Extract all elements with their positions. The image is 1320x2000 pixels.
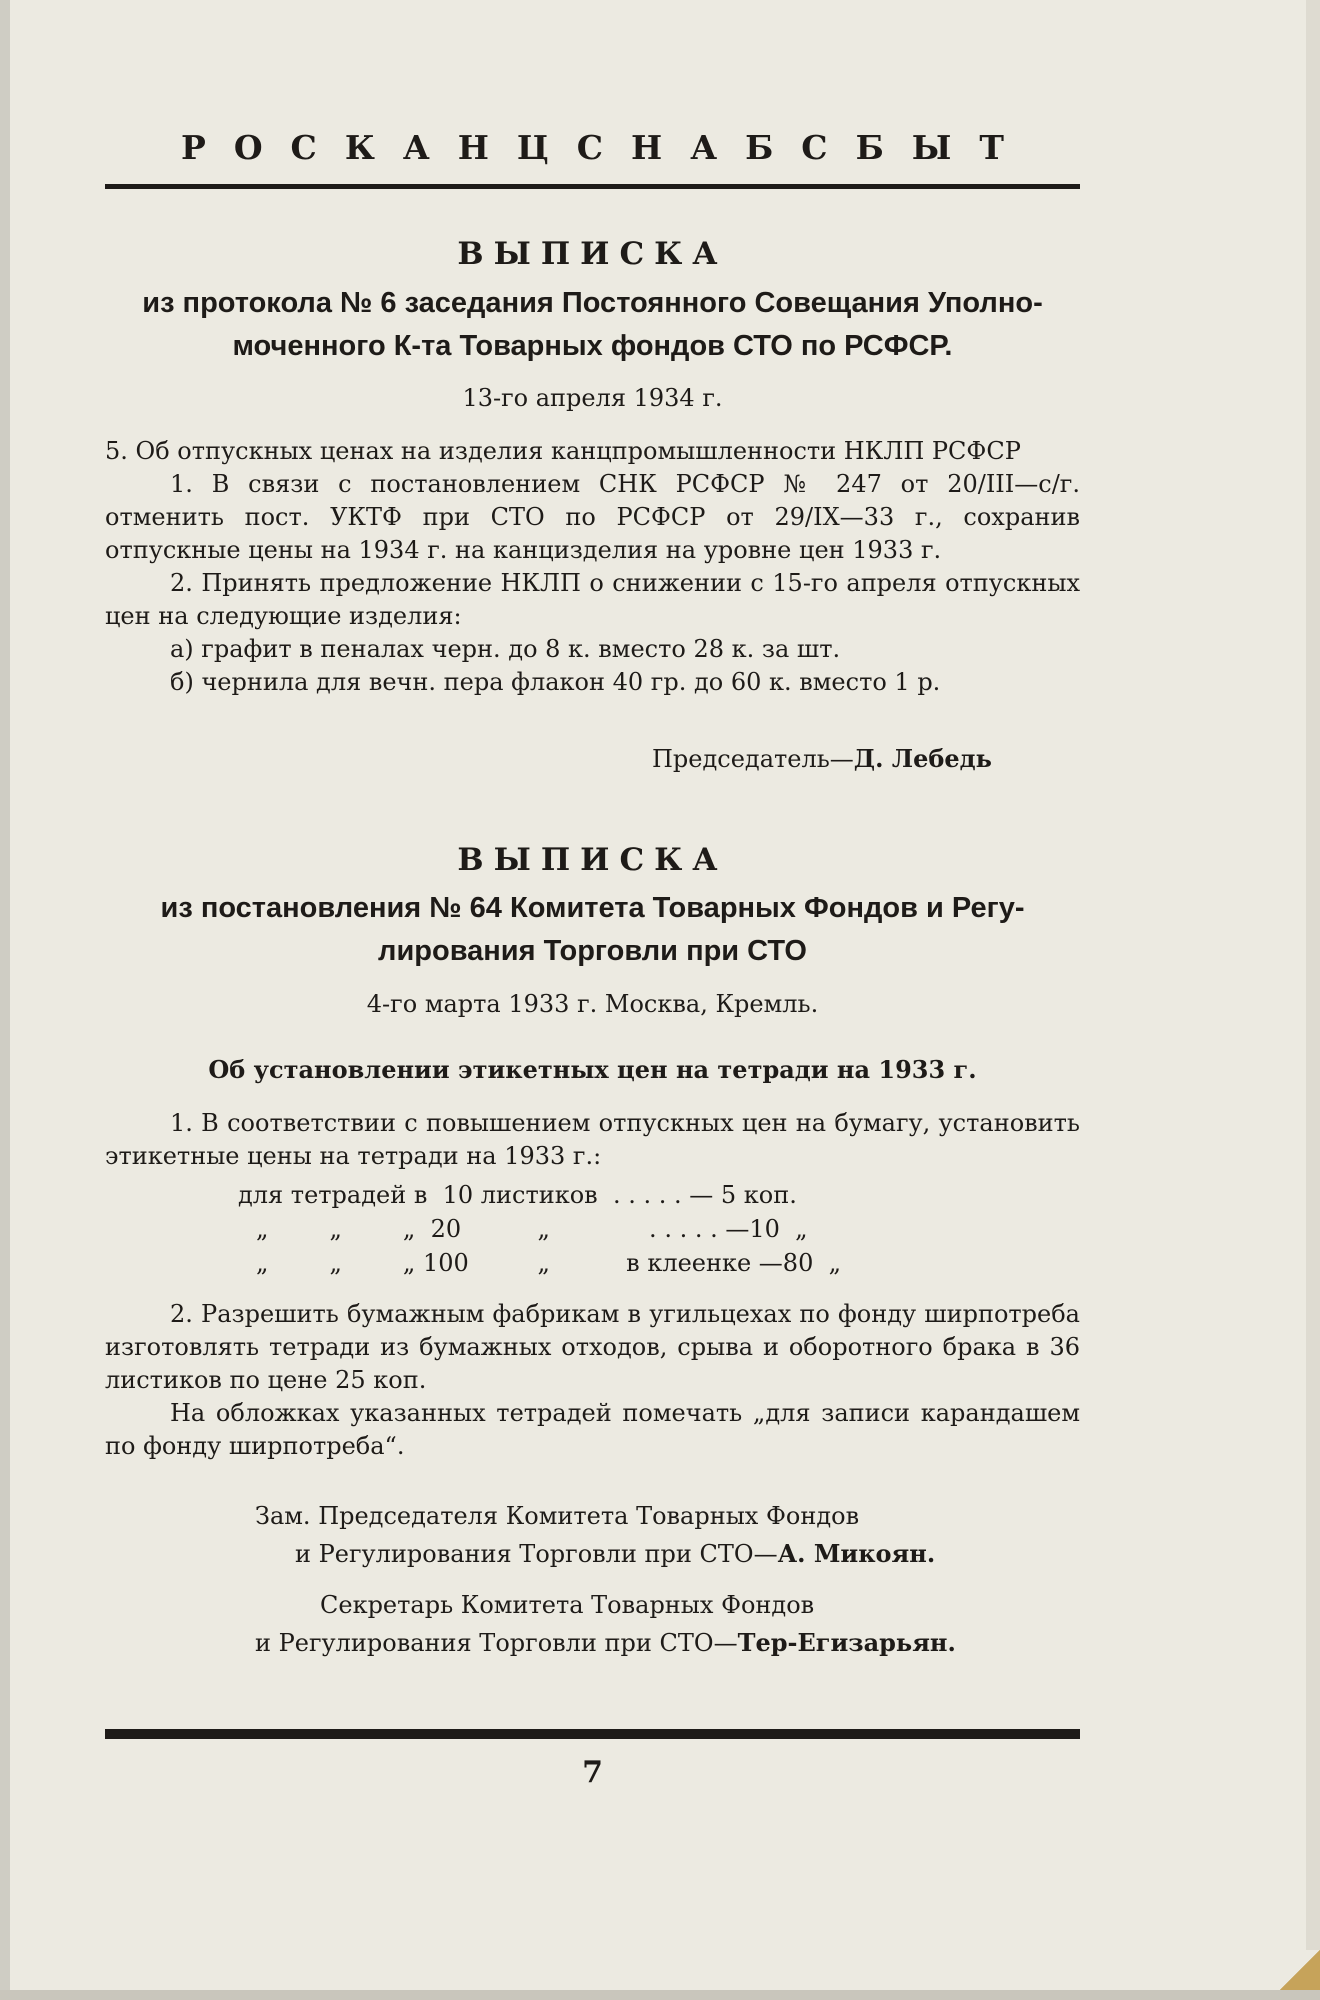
price-row: „ „ „ 100 „ в клеенке —80 „ — [256, 1249, 842, 1277]
extract1-sub-a: а) графит в пеналах черн. до 8 к. вместо 28 к. за шт. — [170, 635, 841, 663]
chairman-name: Д. Лебедь — [853, 744, 992, 773]
extract2-point1-block — [105, 1107, 1080, 1173]
secretary-name: Тер-Егизарьян. — [737, 1628, 956, 1657]
extract2-point3: На обложках указанных тетрадей помечать „для записи карандашем по фонду ширпотреба“. — [105, 1399, 1080, 1460]
extract1-heading: ВЫПИСКА — [457, 236, 728, 272]
page-edge — [0, 1990, 1320, 2000]
price-row: для тетрадей в 10 листиков . . . . . — 5 коп. — [238, 1181, 797, 1209]
deputy-name: А. Микоян. — [777, 1539, 936, 1568]
extract2-point2: 2. Разрешить бумажным фабрикам в угильцехах по фонду ширпотреба изготовлять тетради из бумажных отходов, срыва и оборотного брака в 36 листиков по цене 25 коп. — [105, 1300, 1080, 1394]
extract2-section-title: Об установлении этикетных цен на тетради на 1933 г. — [208, 1055, 977, 1084]
extract1-point1: 1. В связи с постановлением СНК РСФСР № 247 от 20/III—с/г. отменить пост. УКТФ при СТО по РСФСР от 29/IX—33 г., сохранив отпускные цены на 1934 г. на канцизделия на уровне цен 1933 г. — [105, 470, 1080, 564]
page-header-title: РОСКАНЦСНАБСБЫТ — [181, 128, 1032, 167]
extract1-date: 13-го апреля 1934 г. — [462, 384, 723, 412]
secretary-signature — [255, 1587, 956, 1662]
extract2-subtitle-line2: лирования Торговли при СТО — [378, 935, 807, 967]
deputy-line2-text: и Регулирования Торговли при СТО— — [295, 1540, 778, 1568]
extract2-body — [105, 1298, 1080, 1463]
page-corner — [1280, 1950, 1320, 1990]
page-number: 7 — [582, 1755, 603, 1790]
extract1-item-title: 5. Об отпускных ценах на изделия канцпромышленности НКЛП РСФСР — [105, 437, 1021, 465]
deputy-line1: Зам. Председателя Комитета Товарных Фондов — [255, 1502, 860, 1530]
deputy-line2 — [255, 1535, 935, 1573]
price-row: „ „ „ 20 „ . . . . . —10 „ — [256, 1215, 808, 1243]
extract1-subtitle — [95, 282, 1090, 368]
extract2-subtitle-line1: из постановления № 64 Комитета Товарных Фондов и Регу- — [160, 892, 1025, 924]
page-edge — [0, 0, 10, 2000]
page-edge — [1306, 0, 1320, 2000]
extract1-subtitle-line2: моченного К-та Товарных фондов СТО по РСФСР. — [232, 330, 953, 362]
extract2-date: 4-го марта 1933 г. Москва, Кремль. — [366, 990, 819, 1018]
footer-rule — [105, 1729, 1080, 1739]
extract1-signature — [652, 740, 992, 778]
chairman-label: Председатель— — [652, 745, 854, 773]
extract1-subtitle-line1: из протокола № 6 заседания Постоянного Совещания Уполно- — [142, 287, 1043, 319]
extract2-heading: ВЫПИСКА — [457, 842, 728, 878]
extract2-point1: 1. В соответствии с повышением отпускных цен на бумагу, установить этикетные цены на тетради на 1933 г.: — [105, 1109, 1080, 1170]
deputy-signature — [255, 1498, 935, 1573]
secretary-line2 — [255, 1624, 956, 1662]
extract1-body — [105, 435, 1080, 699]
secretary-line1: Секретарь Комитета Товарных Фондов — [320, 1591, 815, 1619]
extract1-sub-b: б) чернила для вечн. пера флакон 40 гр. до 60 к. вместо 1 р. — [170, 668, 941, 696]
extract2-subtitle — [95, 887, 1090, 973]
secretary-line2-text: и Регулирования Торговли при СТО— — [255, 1629, 738, 1657]
extract1-point2: 2. Принять предложение НКЛП о снижении с 15-го апреля отпускных цен на следующие изделия: — [105, 569, 1080, 630]
header-rule — [105, 184, 1080, 189]
